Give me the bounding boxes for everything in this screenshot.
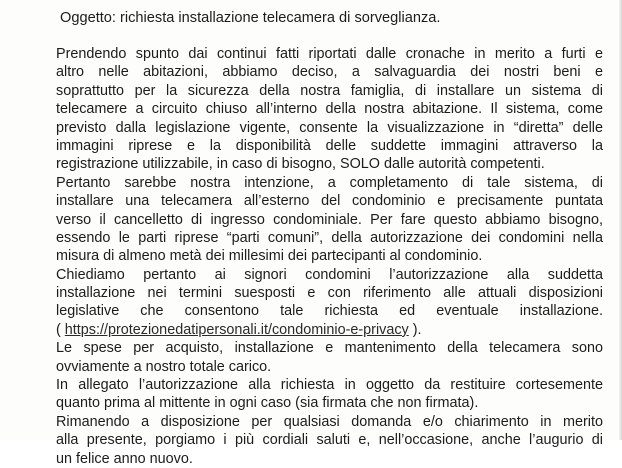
body-line-15: legislative che consentono tale richiesta ed eventuale installazione. [56,303,603,320]
link-open-paren: ( [56,321,65,338]
body-line-12: misura di almeno metà dei millesimi dei partecipanti al condominio. [56,248,483,265]
body-line-1: Prendendo spunto dai continui fatti riportati dalle cronache in merito a furti e [56,46,603,62]
body-line-18: ovviamente a nostro totale carico. [56,358,272,375]
body-line-3: soprattutto per la sicurezza della nostra famiglia, di installare un sistema di [56,82,603,99]
body-line-17: Le spese per acquisto, installazione e mantenimento della telecamera sono [56,340,603,357]
body-line-22: alla presente, porgiamo i più cordiali saluti e, nell’occasione, anche l’augurio di [56,432,603,449]
body-line-11: essendo le parti riprese “parti comuni”, della autorizzazione dei condomini nella [56,229,603,246]
link-close-paren: ). [408,321,422,338]
body-line-8: Pertanto sarebbe nostra intenzione, a completamento di tale sistema, di [56,174,603,191]
body-line-link [56,321,603,339]
body-line-6: immagini riprese e la disponibilità delle suddette immagini attraverso la [56,137,603,154]
body-line-10: verso il cancelletto di ingresso condominiale. Per fare questo abbiamo bisogno, [56,211,603,228]
body-line-14: installazione nei termini suesposti e con riferimento alle attuali disposizioni [56,285,603,302]
letter-subject: Oggetto: richiesta installazione telecamera di sorveglianza. [60,10,441,26]
body-line-9: installare una telecamera all’esterno del condominio e precisamente puntata [56,193,603,210]
body-line-19: In allegato l’autorizzazione alla richiesta in oggetto da restituire cortesemente [56,377,603,394]
body-line-7: registrazione utilizzabile, in caso di bisogno, SOLO dalle autorità competenti. [56,156,545,173]
body-line-4: telecamere a circuito chiuso all’interno della nostra abitazione. Il sistema, come [56,101,603,118]
letter-body [56,45,603,468]
body-line-20: quanto prima al mittente in ogni caso (sia firmata che non firmata). [56,395,479,412]
body-line-2: altro nelle abitazioni, abbiamo deciso, a salvaguardia dei nostri beni e [56,64,603,81]
body-line-5: previsto dalla legislazione vigente, consente la visualizzazione in “diretta” delle [56,119,603,136]
body-line-21: Rimanendo a disposizione per qualsiasi domanda e/o chiarimento in merito [56,413,603,430]
body-line-13: Chiediamo pertanto ai signori condomini l’autorizzazione alla suddetta [56,266,603,283]
privacy-link[interactable]: https://protezionedatipersonali.it/condominio-e-privacy [64,321,409,338]
body-line-23: un felice anno nuovo. [56,450,193,467]
